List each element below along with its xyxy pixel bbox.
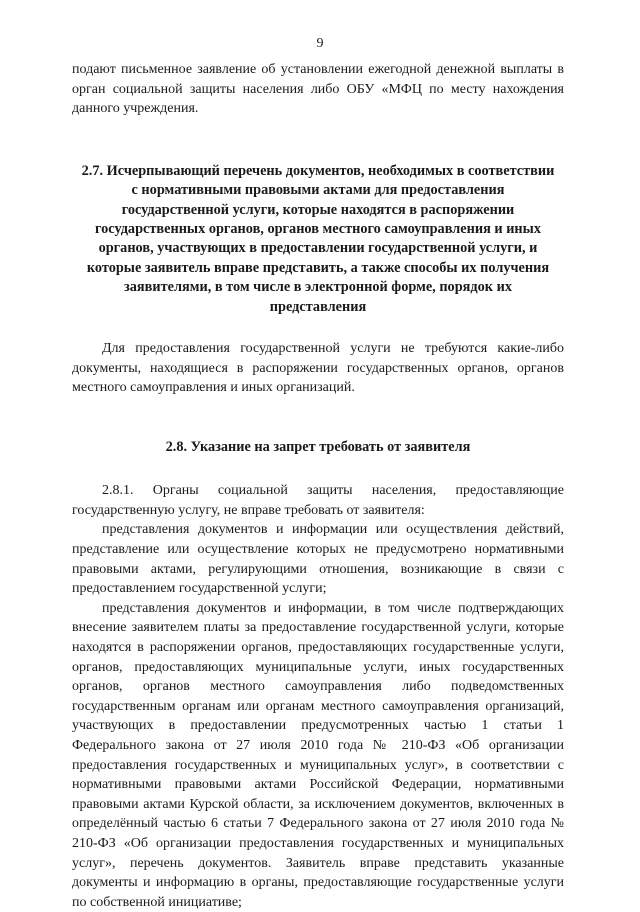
section-2-8-heading: 2.8. Указание на запрет требовать от заявителя	[165, 438, 471, 455]
intro-paragraph: подают письменное заявление об установлении ежегодной денежной выплаты в орган социальной защиты населения либо ОБУ «МФЦ по месту нахождения данного учреждения.	[72, 62, 564, 117]
section-2-8-1-paragraph: 2.8.1. Органы социальной защиты населения, предоставляющие государственную услугу, не вправе требовать от заявителя:	[72, 483, 564, 518]
prohibition-item-2: представления документов и информации, в том числе подтверждающих внесение заявителем платы за предоставление государственной услуги, которые находятся в распоряжении органов, предоставляющих государственные услуги, органов, предоставляющих муниципальные услуги, иных государственных органов, органов местного самоуправления либо подведомственных государственным органам или органам местного самоуправления организаций, участвующих в предоставлении предусмотренных частью 1 статьи 1 Федерального закона от 27 июля 2010 года № 210-ФЗ «Об организации предоставления государственных и муниципальных услуг», в соответствии с нормативными правовыми актами Российской Федерации, нормативными правовыми актами Курской области, за исключением документов, включенных в определённый частью 6 статьи 7 Федерального закона от 27 июля 2010 года № 210-ФЗ «Об организации предоставления государственных и муниципальных услуг», перечень документов. Заявитель вправе представить указанные документы и информацию в органы, предоставляющие государственные услуги по собственной инициативе;	[72, 600, 564, 910]
page-number: 9	[316, 36, 324, 51]
page-content	[72, 60, 564, 912]
section-2-7-body: Для предоставления государственной услуги не требуются какие-либо документы, находящиеся в распоряжении государственных органов, органов местного самоуправления и иных организаций.	[72, 341, 564, 396]
prohibition-item-1: представления документов и информации или осуществления действий, представление или осуществление которых не предусмотрено нормативными правовыми актами, регулирующими отношения, возникающие в связи с предоставлением государственной услуги;	[72, 522, 564, 597]
section-2-7-heading: 2.7. Исчерпывающий перечень документов, необходимых в соответствии с нормативными правовыми актами для предоставления государственной услуги, которые находятся в распоряжении государственных органов, органов местного самоуправления и иных органов, участвующих в предоставлении государственной услуги, и которые заявитель вправе представить, а также способы их получения заявителями, в том числе в электронной форме, порядок их представления	[81, 162, 555, 315]
prohibition-list	[72, 520, 564, 912]
